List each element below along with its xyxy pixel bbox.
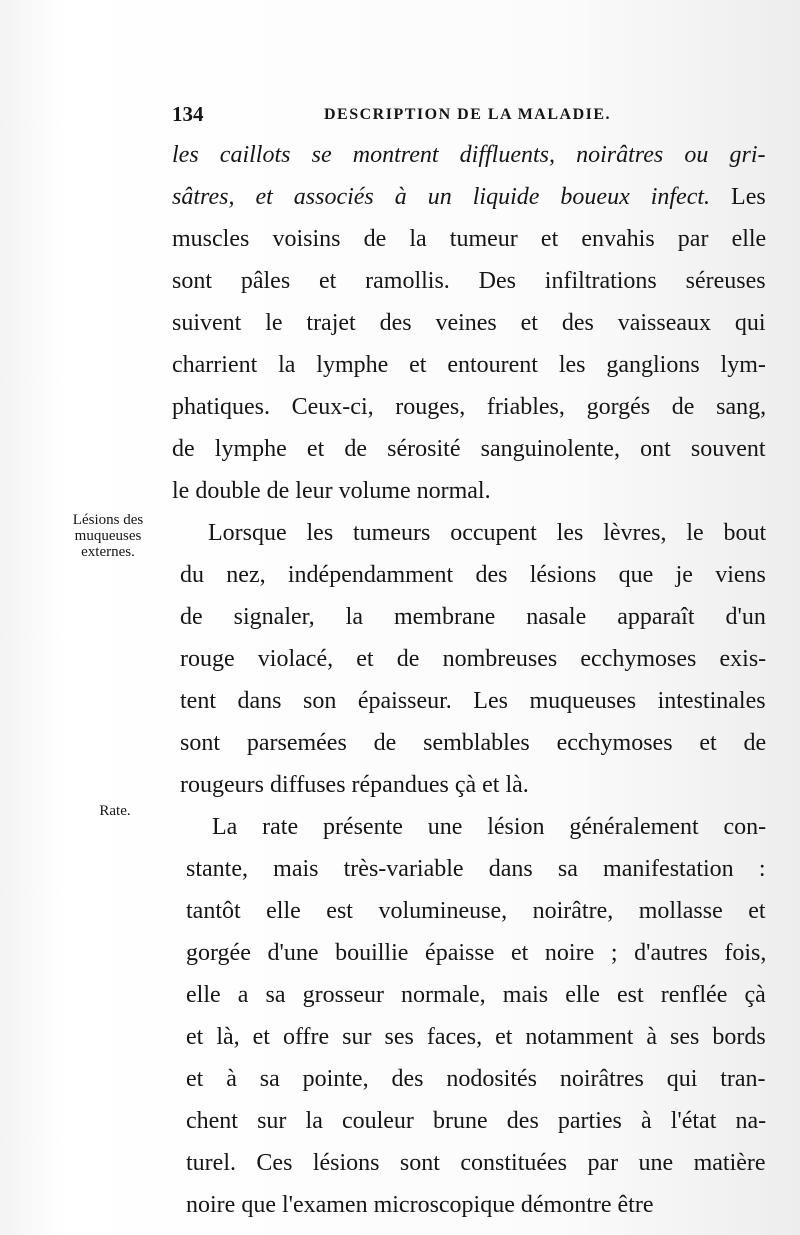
running-head: DESCRIPTION DE LA MALADIE. — [324, 106, 612, 123]
text-line: du nez, indépendamment des lésions que je viens — [180, 562, 766, 588]
margin-note-lesions: Lésions des muqueuses externes. — [72, 512, 144, 560]
text-line: La rate présente une lésion généralement con- — [212, 814, 767, 840]
text-line: suivent le trajet des veines et des vaisseaux qui — [172, 310, 766, 336]
text-line: turel. Ces lésions sont constituées par une matière — [186, 1150, 766, 1176]
text-line: tantôt elle est volumineuse, noirâtre, mollasse et — [186, 898, 766, 924]
text-line: de signaler, la membrane nasale apparaît d'un — [180, 604, 766, 630]
italic-run: sâtres, et associés à un liquide boueux infect. — [172, 184, 711, 210]
text-line: muscles voisins de la tumeur et envahis par elle — [172, 226, 767, 252]
text-line: les caillots se montrent diffluents, noirâtres ou gri- — [172, 142, 766, 168]
text-line: et à sa pointe, des nodosités noirâtres qui tran- — [186, 1066, 766, 1092]
text-line: Lorsque les tumeurs occupent les lèvres, le bout — [208, 520, 767, 546]
text-line: phatiques. Ceux-ci, rouges, friables, gorgés de sang, — [172, 394, 767, 420]
text-line: charrient la lymphe et entourent les ganglions lym- — [172, 352, 766, 378]
text-line: rouge violacé, et de nombreuses ecchymoses exis- — [180, 646, 767, 672]
text-line: chent sur la couleur brune des parties à l'état na- — [186, 1108, 767, 1134]
text-line: tent dans son épaisseur. Les muqueuses intestinales — [180, 688, 766, 714]
text-line: sont pâles et ramollis. Des infiltrations séreuses — [172, 268, 766, 294]
text-line: sâtres, et associés à un liquide boueux infect. Les — [172, 184, 766, 210]
text-line: le double de leur volume normal. — [172, 478, 491, 504]
text-line: de lymphe et de sérosité sanguinolente, ont souvent — [172, 436, 766, 462]
text-line: stante, mais très-variable dans sa manifestation : — [186, 856, 766, 882]
page-header — [172, 100, 772, 130]
text-line: elle a sa grosseur normale, mais elle est renflée çà — [186, 982, 766, 1008]
text-line: et là, et offre sur ses faces, et notamment à ses bords — [186, 1024, 766, 1050]
text-line: rougeurs diffuses répandues çà et là. — [180, 772, 529, 798]
page-number: 134 — [172, 102, 204, 126]
text-line: sont parsemées de semblables ecchymoses et de — [180, 730, 767, 756]
text-line: gorgée d'une bouillie épaisse et noire ; d'autres fois, — [186, 940, 767, 966]
margin-note-rate: Rate. — [99, 803, 131, 819]
text-line: noire que l'examen microscopique démontre être — [186, 1192, 654, 1218]
